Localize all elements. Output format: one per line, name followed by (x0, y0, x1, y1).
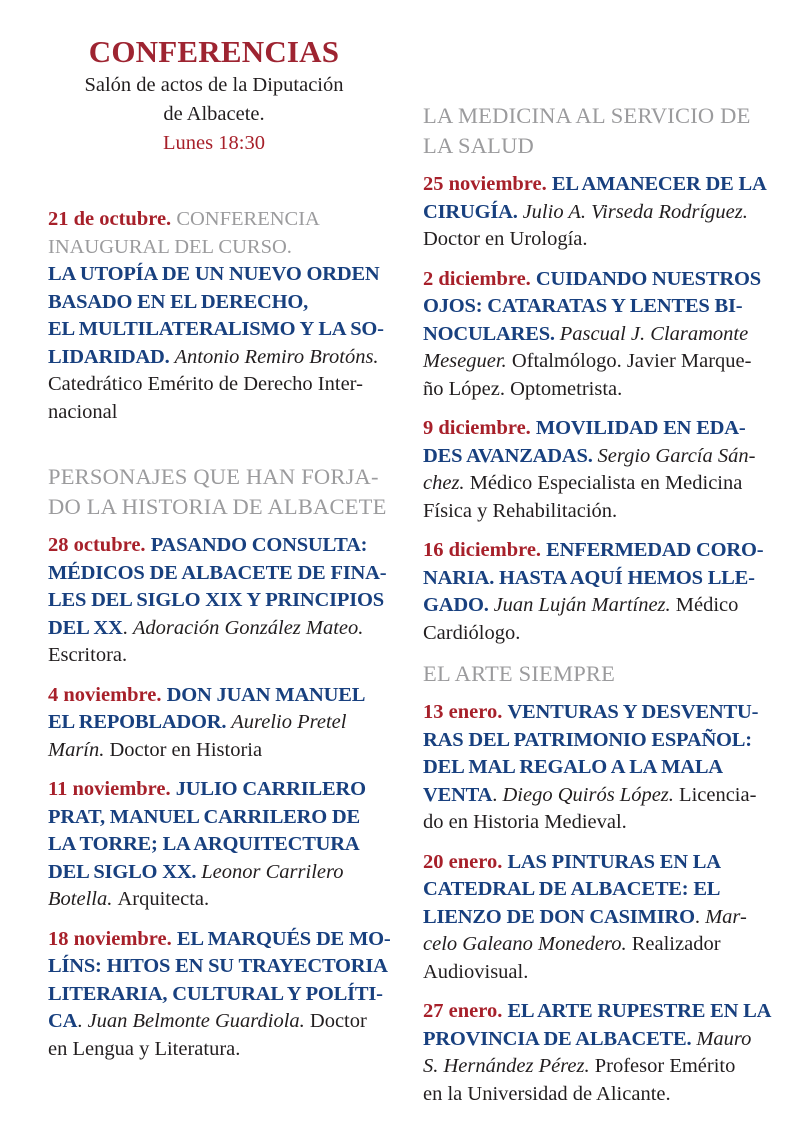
entry-line (423, 565, 800, 593)
text-run-title: ENFERMEDAD CORO- (546, 539, 764, 561)
entry-line (48, 859, 404, 887)
entry-line (423, 959, 800, 987)
text-run-role: Médico (675, 594, 739, 616)
entry-18-noviembre (48, 926, 404, 1064)
entry-line (48, 776, 404, 804)
entry-13-enero (423, 699, 800, 837)
text-run-role: do en Historia Medieval. (423, 811, 627, 833)
entry-line (48, 804, 404, 832)
text-run-plain: . (492, 783, 503, 806)
entry-line (423, 376, 800, 404)
text-run-speaker: Diego Quirós López. (502, 783, 680, 806)
schedule-line: Lunes 18:30 (163, 132, 265, 154)
text-run-title: LA TORRE; LA ARQUITECTURA (48, 833, 360, 855)
entry-line (423, 849, 800, 877)
text-run-role: Profesor Emérito (594, 1055, 736, 1077)
entry-line (423, 782, 800, 810)
text-run-title: LA UTOPÍA DE UN NUEVO ORDEN (48, 263, 380, 285)
entry-line (423, 199, 800, 227)
section-medicina (423, 101, 800, 161)
text-run-heading: PERSONAJES QUE HAN FORJA- (48, 464, 379, 489)
text-run-speaker: Juan Luján Martínez. (493, 594, 676, 616)
text-run-title: PRAT, MANUEL CARRILERO DE (48, 805, 361, 828)
entry-line (48, 1008, 404, 1036)
entry-28-octubre (48, 532, 404, 670)
text-run-role: Escritora. (48, 644, 128, 666)
entry-line (423, 809, 800, 837)
text-run-title: CATEDRAL DE ALBACETE: EL (423, 878, 721, 900)
entry-line (48, 532, 404, 560)
entry-4-noviembre (48, 682, 404, 765)
entry-line (423, 620, 800, 648)
entry-line (423, 727, 800, 755)
text-run-speaker: Julio A. Virseda Rodríguez. (522, 200, 748, 223)
text-run-title: EL MULTILATERALISMO Y LA SO- (48, 318, 384, 340)
text-run-heading: DO LA HISTORIA DE ALBACETE (48, 494, 387, 519)
text-run-speaker: Juan Belmonte Guardiola. (87, 1010, 310, 1032)
text-run-title: DON JUAN MANUEL (166, 683, 366, 706)
text-run-title: LES DEL SIGLO XIX Y PRINCIPIOS (48, 589, 384, 611)
text-run-role: Arquitecta. (117, 888, 210, 910)
text-run-title: LIDARIDAD. (48, 345, 175, 368)
text-run-speaker: Botella. (48, 888, 118, 910)
text-run-title: LAS PINTURAS EN LA (507, 850, 721, 873)
entry-line (48, 316, 404, 344)
text-run-heading: EL ARTE SIEMPRE (423, 661, 616, 686)
text-run-title: LÍNS: HITOS EN SU TRAYECTORIA (48, 955, 388, 977)
text-run-date: 21 de octubre. (48, 208, 177, 230)
entry-line (423, 931, 800, 959)
entry-line (48, 926, 404, 954)
entry-line (48, 344, 404, 372)
entry-2-diciembre (423, 266, 800, 404)
entry-line (423, 498, 800, 526)
entry-21-octubre (48, 206, 404, 426)
section-heading-line (48, 492, 404, 522)
text-run-title: DES AVANZADAS. (423, 444, 598, 467)
section-heading-line (423, 659, 800, 689)
text-run-pretitle: INAUGURAL DEL CURSO. (48, 235, 292, 258)
text-run-role: en Lengua y Literatura. (48, 1037, 241, 1060)
text-run-title: PROVINCIA DE ALBACETE. (423, 1027, 697, 1050)
entry-line (423, 537, 800, 565)
text-run-role: Audiovisual. (423, 960, 529, 983)
text-run-plain: . (694, 905, 706, 928)
entry-line (423, 171, 800, 199)
entry-line (423, 754, 800, 782)
entry-line (48, 261, 404, 289)
text-run-title: DEL MAL REGALO A LA MALA (423, 756, 723, 778)
text-run-date: 13 enero. (423, 701, 508, 723)
text-run-title: VENTA (423, 783, 493, 806)
text-run-role: Doctor en Urología. (423, 228, 588, 250)
text-run-role: Catedrático Emérito de Derecho Inter- (48, 373, 363, 395)
entry-line (48, 709, 404, 737)
section-heading-line (423, 131, 800, 161)
text-run-title: GADO. (423, 594, 494, 616)
entry-line (423, 321, 800, 349)
text-run-speaker: Mauro (696, 1027, 752, 1050)
text-run-title: VENTURAS Y DESVENTU- (507, 701, 759, 723)
entry-line (48, 1036, 404, 1064)
entry-line (48, 682, 404, 710)
section-arte (423, 659, 800, 689)
text-run-date: 20 enero. (423, 850, 508, 873)
entry-line (423, 1053, 800, 1081)
text-run-title: NOCULARES. (423, 322, 560, 345)
text-run-date: 28 octubre. (48, 534, 151, 556)
text-run-title: CUIDANDO NUESTROS (535, 267, 761, 290)
text-run-role: ño López. Optometrista. (423, 377, 623, 400)
text-run-role: Realizador (631, 933, 721, 955)
text-run-title: LITERARIA, CULTURAL Y POLÍTI- (48, 982, 383, 1005)
text-run-role: Oftalmólogo. Javier Marque- (511, 350, 752, 372)
text-run-title: DEL XX (48, 616, 123, 639)
entry-line (423, 266, 800, 294)
entry-line (48, 206, 404, 234)
entry-25-noviembre (423, 171, 800, 254)
text-run-speaker: S. Hernández Pérez. (423, 1055, 595, 1077)
text-run-speaker: Sergio García Sán- (597, 444, 756, 467)
text-run-role: nacional (48, 400, 118, 423)
entry-line (423, 443, 800, 471)
text-run-heading: LA SALUD (423, 133, 534, 158)
entry-9-diciembre (423, 415, 800, 525)
entry-line (48, 615, 404, 643)
text-run-role: Licencia- (679, 783, 757, 806)
section-heading-line (423, 101, 800, 131)
text-run-title: RAS DEL PATRIMONIO ESPAÑOL: (423, 728, 752, 751)
text-run-speaker: chez. (423, 472, 470, 494)
entry-line (48, 587, 404, 615)
text-run-role: Médico Especialista en Medicina (469, 472, 743, 494)
text-run-title: CA (48, 1010, 78, 1032)
text-run-role: Física y Rehabilitación. (423, 499, 618, 522)
entry-line (48, 371, 404, 399)
text-run-title: BASADO EN EL DERECHO, (48, 290, 309, 313)
text-run-title: MOVILIDAD EN EDA- (535, 417, 746, 439)
entry-line (48, 234, 404, 262)
text-run-title: JULIO CARRILERO (175, 778, 366, 800)
entry-line (423, 293, 800, 321)
text-run-speaker: Mar- (705, 905, 747, 928)
text-run-role: Cardiólogo. (423, 621, 521, 644)
text-run-speaker: Leonor Carrilero (201, 860, 344, 883)
entry-line (48, 981, 404, 1009)
text-run-speaker: Aurelio Pretel (231, 711, 347, 733)
entry-line (423, 415, 800, 443)
entry-line (48, 953, 404, 981)
entry-line (48, 737, 404, 765)
entry-line (423, 1081, 800, 1109)
section-personajes (48, 462, 404, 522)
text-run-speaker: Adoración González Mateo. (132, 616, 364, 639)
entry-11-noviembre (48, 776, 404, 914)
entry-line (423, 998, 800, 1026)
text-run-title: OJOS: CATARATAS Y LENTES BI- (423, 295, 743, 317)
entry-line (48, 831, 404, 859)
entry-line (48, 886, 404, 914)
entry-line (423, 876, 800, 904)
entry-line (48, 642, 404, 670)
right-column (423, 0, 800, 1135)
text-run-speaker: celo Galeano Monedero. (423, 933, 632, 955)
text-run-title: EL AMANECER DE LA (551, 173, 767, 195)
text-run-title: NARIA. HASTA AQUÍ HEMOS LLE- (423, 566, 755, 589)
text-run-speaker: Antonio Remiro Brotóns. (174, 345, 379, 368)
text-run-plain: . (122, 616, 133, 639)
text-run-pretitle: CONFERENCIA (176, 208, 320, 230)
text-run-speaker: Pascual J. Claramonte (559, 322, 749, 345)
entry-line (423, 348, 800, 376)
text-run-title: LIENZO DE DON CASIMIRO (423, 905, 695, 928)
text-run-date: 4 noviembre. (48, 683, 167, 706)
text-run-title: EL REPOBLADOR. (48, 711, 232, 733)
entry-line (48, 399, 404, 427)
text-run-role: Doctor en Historia (109, 738, 263, 761)
text-run-title: EL ARTE RUPESTRE EN LA (507, 1000, 772, 1022)
left-column (48, 0, 404, 1135)
entry-20-enero (423, 849, 800, 987)
text-run-title: DEL SIGLO XX. (48, 860, 202, 883)
entry-line (423, 1026, 800, 1054)
text-run-date: 2 diciembre. (423, 267, 536, 290)
text-run-date: 9 diciembre. (423, 417, 536, 439)
text-run-date: 16 diciembre. (423, 539, 547, 561)
venue-line-1: Salón de actos de la Diputación (84, 74, 344, 96)
text-run-title: EL MARQUÉS DE MO- (176, 927, 391, 950)
entry-line (48, 289, 404, 317)
entry-line (423, 470, 800, 498)
text-run-date: 25 noviembre. (423, 173, 552, 195)
text-run-date: 11 noviembre. (48, 778, 176, 800)
section-heading-line (48, 462, 404, 492)
entry-line (48, 560, 404, 588)
entry-line (423, 699, 800, 727)
text-run-speaker: Meseguer. (423, 350, 512, 372)
entry-line (423, 904, 800, 932)
text-run-role: en la Universidad de Alicante. (423, 1082, 671, 1105)
text-run-role: Doctor (309, 1010, 367, 1032)
text-run-date: 18 noviembre. (48, 927, 177, 950)
text-run-title: CIRUGÍA. (423, 200, 523, 223)
venue-line-2: de Albacete. (163, 103, 265, 125)
text-run-heading: LA MEDICINA AL SERVICIO DE (423, 103, 751, 128)
text-run-plain: . (77, 1010, 88, 1032)
text-run-date: 27 enero. (423, 1000, 508, 1022)
entry-line (423, 226, 800, 254)
entry-line (423, 592, 800, 620)
text-run-speaker: Marín. (48, 738, 110, 761)
entry-16-diciembre (423, 537, 800, 647)
document-header (48, 33, 380, 158)
entry-27-enero (423, 998, 800, 1108)
text-run-title: PASANDO CONSULTA: (150, 534, 368, 556)
text-run-title: MÉDICOS DE ALBACETE DE FINA- (48, 561, 387, 584)
page-title: CONFERENCIAS (88, 34, 340, 69)
